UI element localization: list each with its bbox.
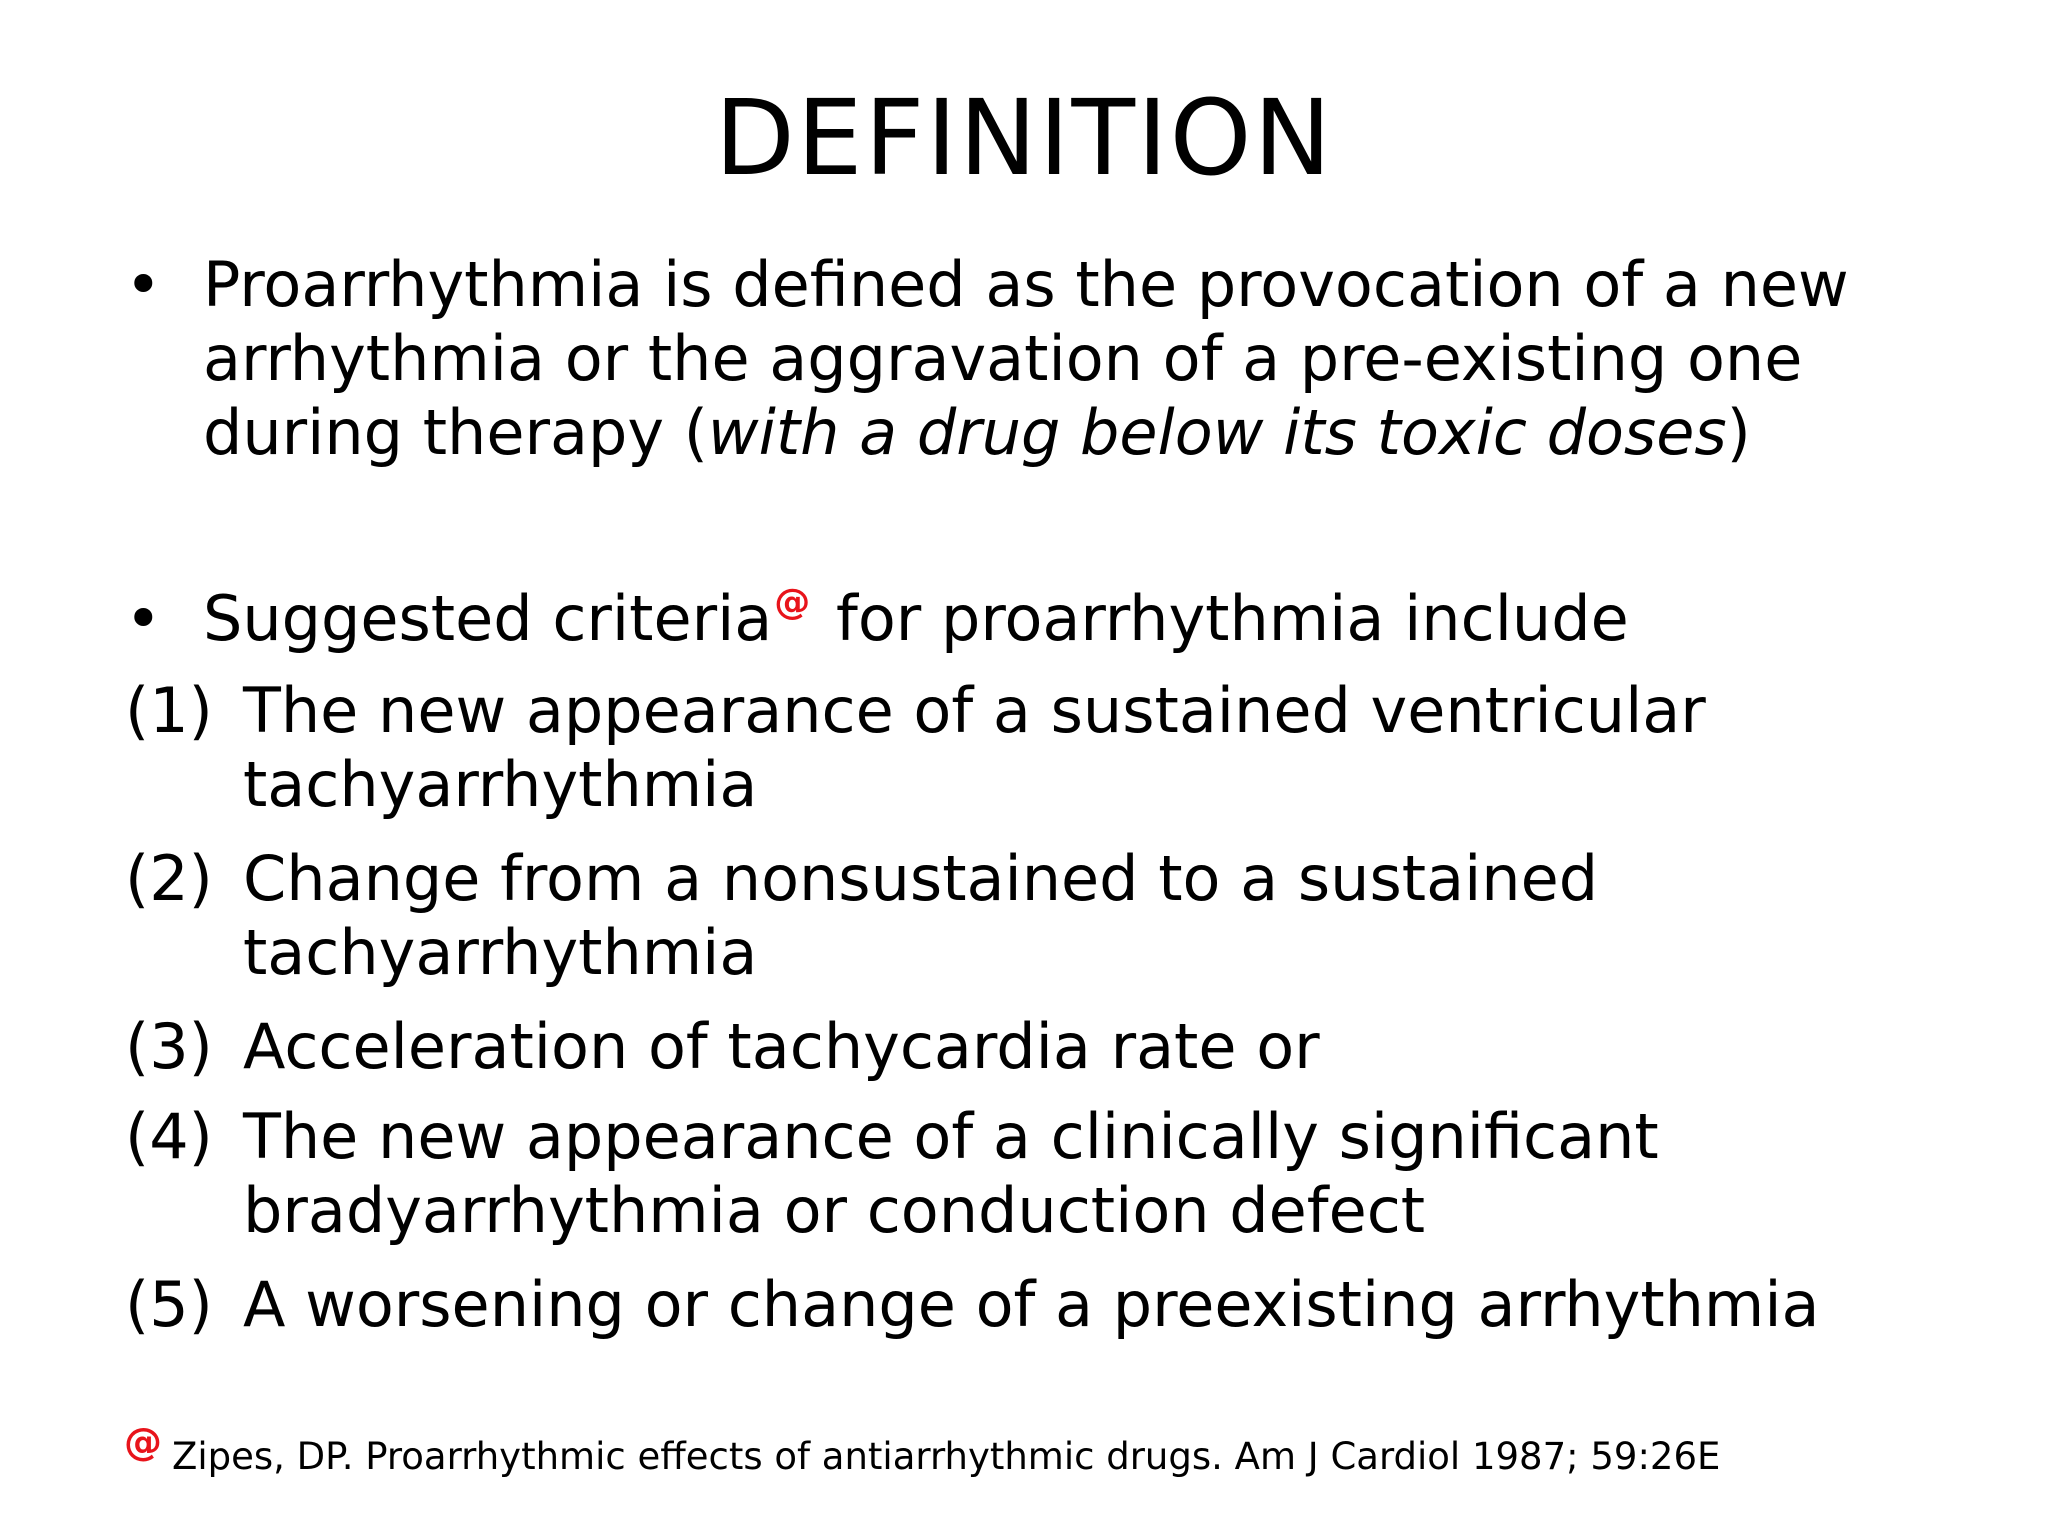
footnote-marker: @	[124, 1420, 162, 1464]
criteria-intro-main: Suggested criteria	[203, 582, 773, 655]
definition-text-close: )	[1726, 396, 1751, 469]
reference-marker: @	[774, 582, 811, 623]
criteria-item-text: The new appearance of a sustained ventricular tachyarrhythmia	[243, 674, 1706, 821]
criteria-item-text: The new appearance of a clinically significant bradyarrhythmia or conduction defect	[243, 1100, 1659, 1247]
criteria-item-text: Change from a nonsustained to a sustained tachyarrhythmia	[243, 842, 1599, 989]
criteria-item-text: A worsening or change of a preexisting arrhythmia	[243, 1268, 1820, 1341]
criteria-item-number: (3)	[125, 1010, 213, 1083]
slide-title: DEFINITION	[714, 77, 1334, 199]
bullet-dot: •	[125, 582, 162, 655]
criteria-item-number: (4)	[125, 1100, 213, 1173]
definition-text	[203, 248, 1943, 470]
definition-text-main: Proarrhythmia is defined as the provocation of a new arrhythmia or the aggravation of a pre-existing one during therapy (	[203, 248, 1849, 469]
bullet-dot: •	[125, 248, 162, 321]
criteria-item-text: Acceleration of tachycardia rate or	[243, 1010, 1320, 1083]
footnote-citation: Zipes, DP. Proarrhythmic effects of antiarrhythmic drugs. Am J Cardiol 1987; 59:26E	[172, 1435, 1721, 1478]
definition-text-italic: with a drug below its toxic doses	[707, 396, 1727, 469]
criteria-item-number: (5)	[125, 1268, 213, 1341]
footnote	[124, 1420, 1721, 1481]
criteria-item-number: (2)	[125, 842, 213, 915]
criteria-item-number: (1)	[125, 674, 213, 747]
criteria-intro-rest: for proarrhythmia include	[816, 582, 1629, 655]
criteria-intro-text	[203, 582, 1943, 666]
